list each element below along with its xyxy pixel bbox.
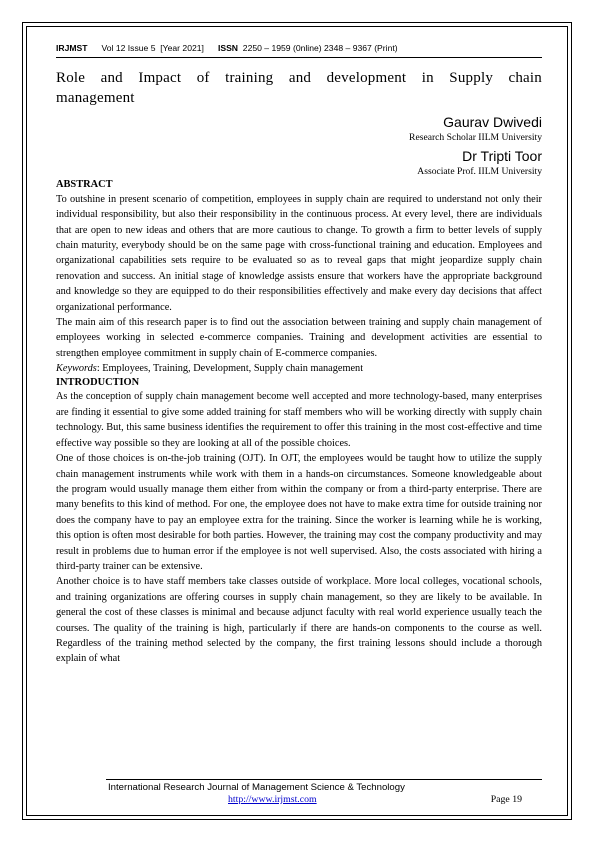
footer-rule [106,779,542,780]
introduction-paragraph-3: Another choice is to have staff members take classes outside of workplace. More local colleges, vocational schools, and training organizations are offering courses in supply chain management, so they are likely to be available. In general the cost of these classes is minimal and because adjunct faculty with real world experience usually teach the courses. The quality of the training is high, particularly if there are hands-on components to the course as well. Regardless of the training method selected by the company, the first training lessons should include a thorough explain of what [56,576,542,665]
page-footer [56,779,542,808]
footer-row [56,794,542,808]
keywords-text: : Employees, Training, Development, Supply chain management [96,363,364,375]
volume-issue: Vol 12 Issue 5 [101,43,156,53]
author-name-1: Gaurav Dwivedi [443,114,542,130]
paper-title: Role and Impact of training and development in Supply chain management [56,70,542,106]
year: [Year 2021] [160,43,204,53]
abstract-heading: ABSTRACT [56,179,113,190]
issn-values: 2250 – 1959 (0nline) 2348 – 9367 (Print) [242,43,398,53]
page-content [56,40,542,667]
introduction-paragraph-2: One of those choices is on-the-job training (OJT). In OJT, the employees would be taught how to utilize the supply chain management instruments while work with them in a hands-on circumstances. Someone knowledgeable about the program would usually manage them either from within the company or from a third-party enterprise. There are many benefits to this kind of method. For one, the employee does not have to make extra time for outside training nor does the company have to pay an employee extra for the training. Since the worker is learning while he is working, this option is often most desirable for both parties. However, the training may cost the company productivity and may result in problems due to human error if the employee is not well supervised. Also, the costs associated with hiring a third-party trainer can be extensive. [56,453,542,572]
author-affiliation-2: Associate Prof. IILM University [417,166,542,177]
abstract-paragraph-2: The main aim of this research paper is to find out the association between training and supply chain management of employees working in selected e-commerce companies. Training and development activities are essential to strengthen employee commitment in supply chain of E-commerce companies. [56,317,542,359]
introduction-heading: INTRODUCTION [56,376,140,388]
journal-url-link[interactable]: http://www.irjmst.com [228,794,317,805]
footer-journal-name: International Research Journal of Management Science & Technology [108,782,405,793]
author-affiliation-1: Research Scholar IILM University [409,132,542,143]
abstract-paragraph-1: To outshine in present scenario of competition, employees in supply chain are required to understand not only their individual responsibility, but also their responsibility in the continuous process. At every level, there are individuals that are open to new ideas and others that are more cautious to change. To growth a firm to better levels of supply chain maturity, everybody should be on the same page with cross-functional training and education. Employees and organizational capabilities sets require to be evaluated so as to reveal gaps that might jeopardize supply chain renovation and success. An initial stage of knowledge assists ensure that workers have the appropriate background and knowledge so they are equipped to do their responsibilities effectively and make every day decisions that affect organizational performance. [56,193,542,313]
introduction-paragraph-1: As the conception of supply chain management become well accepted and more technology-based, many enterprises are finding it essential to give some added training for staff members who will be working directly with supply chain technology. But, this same business identifies the requirement to offer this training in the most cost-effective and time effective way possible so they are looking at all of the possible choices. [56,391,542,449]
author-name-2: Dr Tripti Toor [462,148,542,164]
page-number: Page 19 [490,794,522,805]
keywords-line [56,361,542,376]
issn-label: ISSN [217,43,239,53]
journal-abbreviation: IRJMST [56,43,88,53]
running-header [56,43,542,53]
header-rule [56,57,542,58]
keywords-label: Keywords [56,363,97,375]
